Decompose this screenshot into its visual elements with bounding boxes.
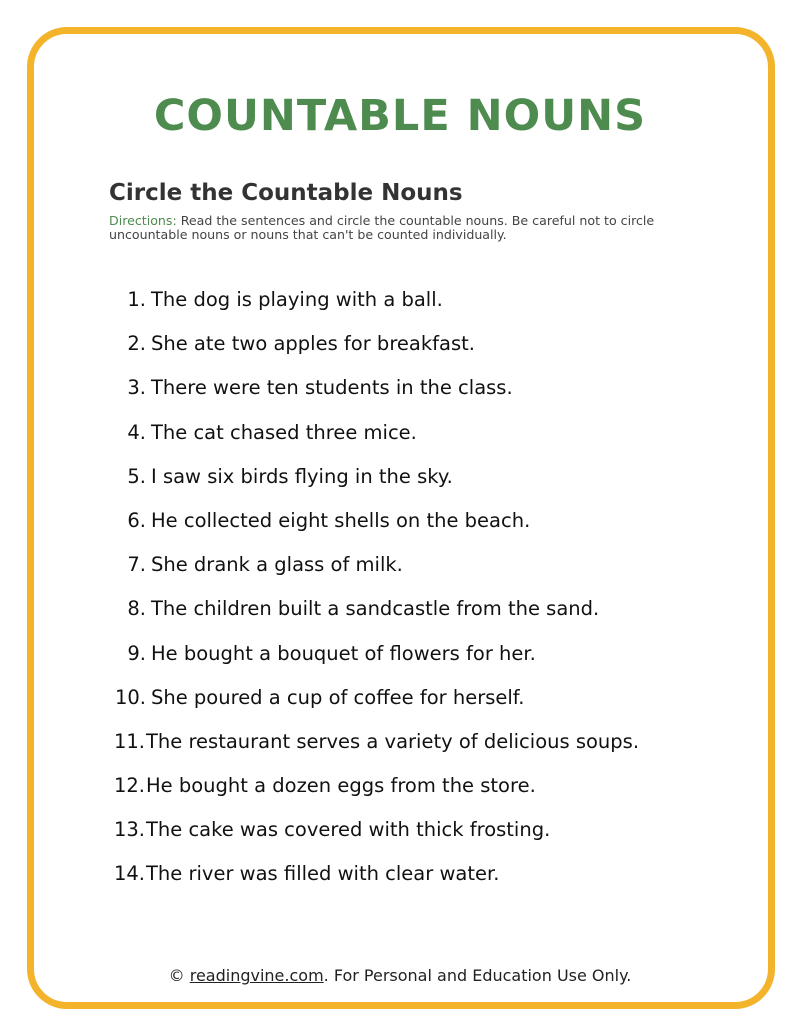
item-number: 13. <box>113 818 145 842</box>
site-link[interactable]: readingvine.com <box>189 966 324 985</box>
list-item <box>0 328 800 372</box>
item-number: 7. <box>127 553 146 577</box>
item-sentence: She poured a cup of coffee for herself. <box>151 685 525 709</box>
list-item <box>0 682 800 726</box>
item-sentence: There were ten students in the class. <box>151 376 513 400</box>
item-sentence: I saw six birds flying in the sky. <box>151 464 453 488</box>
footer-notice: . For Personal and Education Use Only. <box>323 966 632 985</box>
item-number: 5. <box>127 464 146 488</box>
item-number: 14. <box>113 862 145 886</box>
footer <box>0 965 800 987</box>
item-sentence: He bought a bouquet of flowers for her. <box>151 641 536 665</box>
directions <box>109 214 699 242</box>
item-number: 4. <box>127 420 146 444</box>
copyright-symbol: © <box>168 966 190 985</box>
list-item <box>0 417 800 461</box>
list-item <box>0 549 800 593</box>
list-item <box>0 461 800 505</box>
item-sentence: She drank a glass of milk. <box>151 553 403 577</box>
item-sentence: The children built a sandcastle from the sand. <box>151 597 600 621</box>
item-sentence: The cat chased three mice. <box>151 420 417 444</box>
list-item <box>0 284 800 328</box>
item-number: 8. <box>127 597 146 621</box>
list-item <box>0 858 800 902</box>
item-sentence: The river was filled with clear water. <box>146 862 500 886</box>
item-number: 1. <box>127 288 146 311</box>
list-item <box>0 372 800 416</box>
item-sentence: The restaurant serves a variety of delicious soups. <box>146 729 640 753</box>
list-item <box>0 638 800 682</box>
worksheet-subtitle: Circle the Countable Nouns <box>109 180 463 206</box>
item-sentence: She ate two apples for breakfast. <box>151 332 475 356</box>
list-item <box>0 505 800 549</box>
item-number: 11. <box>113 729 145 753</box>
directions-text: Read the sentences and circle the countable nouns. Be careful not to circle uncountable nouns or nouns that can't be counted individually. <box>109 213 655 242</box>
item-number: 10. <box>114 685 146 709</box>
item-sentence: The dog is playing with a ball. <box>151 288 443 311</box>
item-number: 2. <box>127 332 146 356</box>
list-item <box>0 593 800 637</box>
sentence-list <box>0 284 800 903</box>
item-sentence: He bought a dozen eggs from the store. <box>146 774 536 798</box>
item-sentence: He collected eight shells on the beach. <box>151 508 531 532</box>
item-number: 9. <box>127 641 146 665</box>
list-item <box>0 770 800 814</box>
directions-label: Directions: <box>109 213 177 228</box>
item-number: 3. <box>127 376 146 400</box>
worksheet-title: COUNTABLE NOUNS <box>153 91 647 141</box>
item-sentence: The cake was covered with thick frosting. <box>146 818 551 842</box>
list-item <box>0 726 800 770</box>
item-number: 12. <box>113 774 145 798</box>
item-number: 6. <box>127 508 146 532</box>
list-item <box>0 814 800 858</box>
